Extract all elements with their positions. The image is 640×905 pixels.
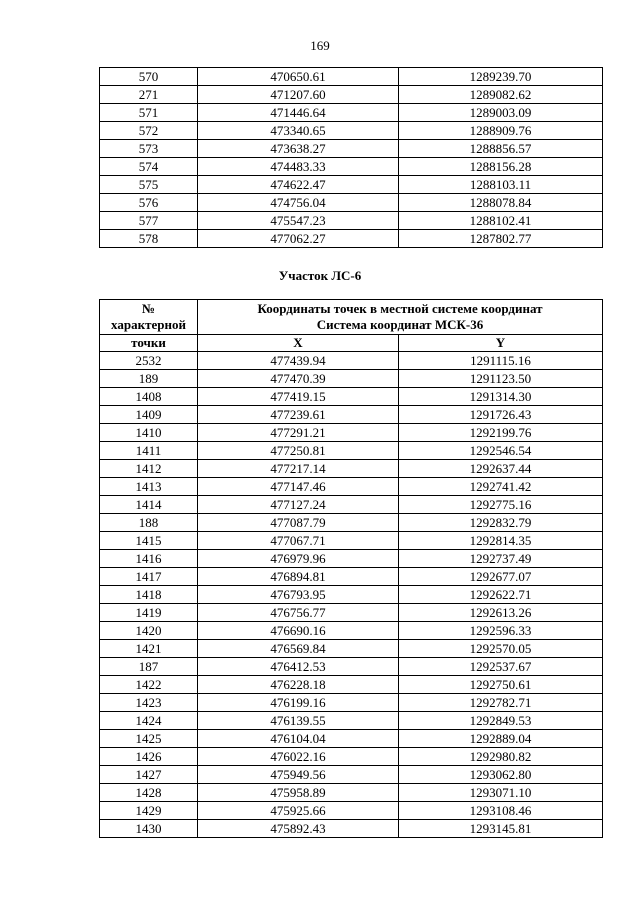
y-coordinate-cell: 1291115.16: [399, 352, 603, 370]
y-coordinate-cell: 1293062.80: [399, 766, 603, 784]
table-row: [100, 514, 603, 532]
point-number-cell: 189: [100, 370, 198, 388]
point-number-cell: 1430: [100, 820, 198, 838]
x-coordinate-cell: 476139.55: [198, 712, 399, 730]
y-coordinate-cell: 1291123.50: [399, 370, 603, 388]
table-row: [100, 550, 603, 568]
point-number-cell: 573: [100, 140, 198, 158]
point-number-cell: 1414: [100, 496, 198, 514]
table-row: [100, 370, 603, 388]
table-row: [100, 86, 603, 104]
x-coordinate-cell: 476894.81: [198, 568, 399, 586]
point-number-header-line2: характерной: [111, 317, 186, 332]
x-coordinate-cell: 477470.39: [198, 370, 399, 388]
point-number-cell: 571: [100, 104, 198, 122]
point-number-cell: 1425: [100, 730, 198, 748]
y-coordinate-cell: 1292849.53: [399, 712, 603, 730]
x-coordinate-cell: 476022.16: [198, 748, 399, 766]
table-row: [100, 586, 603, 604]
x-coordinate-cell: 476569.84: [198, 640, 399, 658]
y-coordinate-cell: 1292980.82: [399, 748, 603, 766]
x-coordinate-cell: 477067.71: [198, 532, 399, 550]
point-number-cell: 1428: [100, 784, 198, 802]
x-coordinate-cell: 477062.27: [198, 230, 399, 248]
y-coordinate-cell: 1292782.71: [399, 694, 603, 712]
point-number-cell: 1415: [100, 532, 198, 550]
x-column-header: X: [198, 335, 399, 352]
point-number-cell: 1413: [100, 478, 198, 496]
coordinates-table-ls6-body: [100, 352, 603, 838]
y-coordinate-cell: 1287802.77: [399, 230, 603, 248]
x-coordinate-cell: 476690.16: [198, 622, 399, 640]
x-coordinate-cell: 476199.16: [198, 694, 399, 712]
table-row: [100, 212, 603, 230]
header-row-1: [100, 300, 603, 335]
y-coordinate-cell: 1289239.70: [399, 68, 603, 86]
y-coordinate-cell: 1292199.76: [399, 424, 603, 442]
y-coordinate-cell: 1289003.09: [399, 104, 603, 122]
y-coordinate-cell: 1292537.67: [399, 658, 603, 676]
point-number-cell: 1412: [100, 460, 198, 478]
x-coordinate-cell: 477239.61: [198, 406, 399, 424]
point-number-cell: 578: [100, 230, 198, 248]
x-coordinate-cell: 477419.15: [198, 388, 399, 406]
table-row: [100, 158, 603, 176]
x-coordinate-cell: 475547.23: [198, 212, 399, 230]
y-coordinate-cell: 1288103.11: [399, 176, 603, 194]
y-coordinate-cell: 1289082.62: [399, 86, 603, 104]
coordinates-header-line2: Система координат МСК-36: [316, 317, 484, 332]
y-coordinate-cell: 1292677.07: [399, 568, 603, 586]
x-coordinate-cell: 476793.95: [198, 586, 399, 604]
x-coordinate-cell: 476412.53: [198, 658, 399, 676]
table-row: [100, 658, 603, 676]
table-row: [100, 140, 603, 158]
y-coordinate-cell: 1293108.46: [399, 802, 603, 820]
table-row: [100, 104, 603, 122]
x-coordinate-cell: 477127.24: [198, 496, 399, 514]
x-coordinate-cell: 476756.77: [198, 604, 399, 622]
x-coordinate-cell: 475892.43: [198, 820, 399, 838]
x-coordinate-cell: 474756.04: [198, 194, 399, 212]
table-row: [100, 68, 603, 86]
table-row: [100, 730, 603, 748]
table-row: [100, 820, 603, 838]
x-coordinate-cell: 475949.56: [198, 766, 399, 784]
table-row: [100, 676, 603, 694]
point-number-cell: 1423: [100, 694, 198, 712]
point-number-header-line1: №: [141, 301, 156, 316]
table-row: [100, 122, 603, 140]
section-title: Участок ЛС-6: [278, 268, 362, 283]
y-coordinate-cell: 1288156.28: [399, 158, 603, 176]
x-coordinate-cell: 474622.47: [198, 176, 399, 194]
table-row: [100, 802, 603, 820]
point-number-cell: 1419: [100, 604, 198, 622]
x-coordinate-cell: 476104.04: [198, 730, 399, 748]
point-number-cell: 572: [100, 122, 198, 140]
point-number-cell: 574: [100, 158, 198, 176]
point-number-cell: 1410: [100, 424, 198, 442]
y-coordinate-cell: 1292737.49: [399, 550, 603, 568]
y-coordinate-cell: 1288909.76: [399, 122, 603, 140]
y-coordinate-cell: 1292613.26: [399, 604, 603, 622]
table-row: [100, 352, 603, 370]
table-row: [100, 694, 603, 712]
table-row: [100, 604, 603, 622]
y-coordinate-cell: 1292546.54: [399, 442, 603, 460]
x-coordinate-cell: 476228.18: [198, 676, 399, 694]
y-coordinate-cell: 1292622.71: [399, 586, 603, 604]
y-coordinate-cell: 1292832.79: [399, 514, 603, 532]
point-number-cell: 271: [100, 86, 198, 104]
y-coordinate-cell: 1292775.16: [399, 496, 603, 514]
point-number-cell: 1408: [100, 388, 198, 406]
point-number-cell: 577: [100, 212, 198, 230]
point-number-cell: 1421: [100, 640, 198, 658]
header-row-3: [100, 335, 603, 352]
table-row: [100, 532, 603, 550]
point-number-cell: 570: [100, 68, 198, 86]
table-row: [100, 622, 603, 640]
point-number-cell: 1427: [100, 766, 198, 784]
point-number-header: [100, 300, 198, 335]
table-row: [100, 388, 603, 406]
x-coordinate-cell: 473638.27: [198, 140, 399, 158]
point-number-cell: 2532: [100, 352, 198, 370]
coordinates-table-ls6: [99, 299, 603, 838]
table-row: [100, 424, 603, 442]
y-coordinate-cell: 1288102.41: [399, 212, 603, 230]
point-number-cell: 1411: [100, 442, 198, 460]
table-row: [100, 230, 603, 248]
point-number-cell: 1424: [100, 712, 198, 730]
point-number-cell: 1429: [100, 802, 198, 820]
point-number-cell: 1426: [100, 748, 198, 766]
x-coordinate-cell: 475925.66: [198, 802, 399, 820]
point-number-cell: 1418: [100, 586, 198, 604]
x-coordinate-cell: 474483.33: [198, 158, 399, 176]
y-column-header: Y: [399, 335, 603, 352]
y-coordinate-cell: 1288078.84: [399, 194, 603, 212]
y-coordinate-cell: 1292637.44: [399, 460, 603, 478]
point-number-cell: 1416: [100, 550, 198, 568]
x-coordinate-cell: 477217.14: [198, 460, 399, 478]
point-number-cell: 576: [100, 194, 198, 212]
point-number-cell: 1417: [100, 568, 198, 586]
point-number-cell: 188: [100, 514, 198, 532]
point-number-cell: 575: [100, 176, 198, 194]
y-coordinate-cell: 1292741.42: [399, 478, 603, 496]
table-row: [100, 460, 603, 478]
point-number-cell: 1422: [100, 676, 198, 694]
x-coordinate-cell: 477291.21: [198, 424, 399, 442]
y-coordinate-cell: 1293071.10: [399, 784, 603, 802]
table-row: [100, 406, 603, 424]
y-coordinate-cell: 1288856.57: [399, 140, 603, 158]
coordinates-table-continued-body: [100, 68, 603, 248]
table-row: [100, 478, 603, 496]
table-row: [100, 176, 603, 194]
x-coordinate-cell: 477439.94: [198, 352, 399, 370]
point-number-cell: 1409: [100, 406, 198, 424]
table-row: [100, 712, 603, 730]
coordinates-header: [198, 300, 603, 335]
table-row: [100, 194, 603, 212]
x-coordinate-cell: 477087.79: [198, 514, 399, 532]
point-number-header-line3: точки: [100, 335, 198, 352]
y-coordinate-cell: 1292889.04: [399, 730, 603, 748]
page-number: 169: [310, 38, 330, 53]
x-coordinate-cell: 477250.81: [198, 442, 399, 460]
x-coordinate-cell: 473340.65: [198, 122, 399, 140]
x-coordinate-cell: 475958.89: [198, 784, 399, 802]
table-row: [100, 766, 603, 784]
table-row: [100, 784, 603, 802]
point-number-cell: 1420: [100, 622, 198, 640]
table-header: [100, 300, 603, 352]
y-coordinate-cell: 1292570.05: [399, 640, 603, 658]
table-row: [100, 496, 603, 514]
point-number-cell: 187: [100, 658, 198, 676]
table-row: [100, 442, 603, 460]
y-coordinate-cell: 1292750.61: [399, 676, 603, 694]
y-coordinate-cell: 1292814.35: [399, 532, 603, 550]
y-coordinate-cell: 1293145.81: [399, 820, 603, 838]
coordinates-header-line1: Координаты точек в местной системе координат: [257, 301, 543, 316]
x-coordinate-cell: 470650.61: [198, 68, 399, 86]
y-coordinate-cell: 1291726.43: [399, 406, 603, 424]
y-coordinate-cell: 1292596.33: [399, 622, 603, 640]
table-row: [100, 748, 603, 766]
x-coordinate-cell: 476979.96: [198, 550, 399, 568]
x-coordinate-cell: 471207.60: [198, 86, 399, 104]
table-row: [100, 568, 603, 586]
x-coordinate-cell: 477147.46: [198, 478, 399, 496]
x-coordinate-cell: 471446.64: [198, 104, 399, 122]
table-row: [100, 640, 603, 658]
coordinates-table-continued: [99, 67, 603, 248]
y-coordinate-cell: 1291314.30: [399, 388, 603, 406]
